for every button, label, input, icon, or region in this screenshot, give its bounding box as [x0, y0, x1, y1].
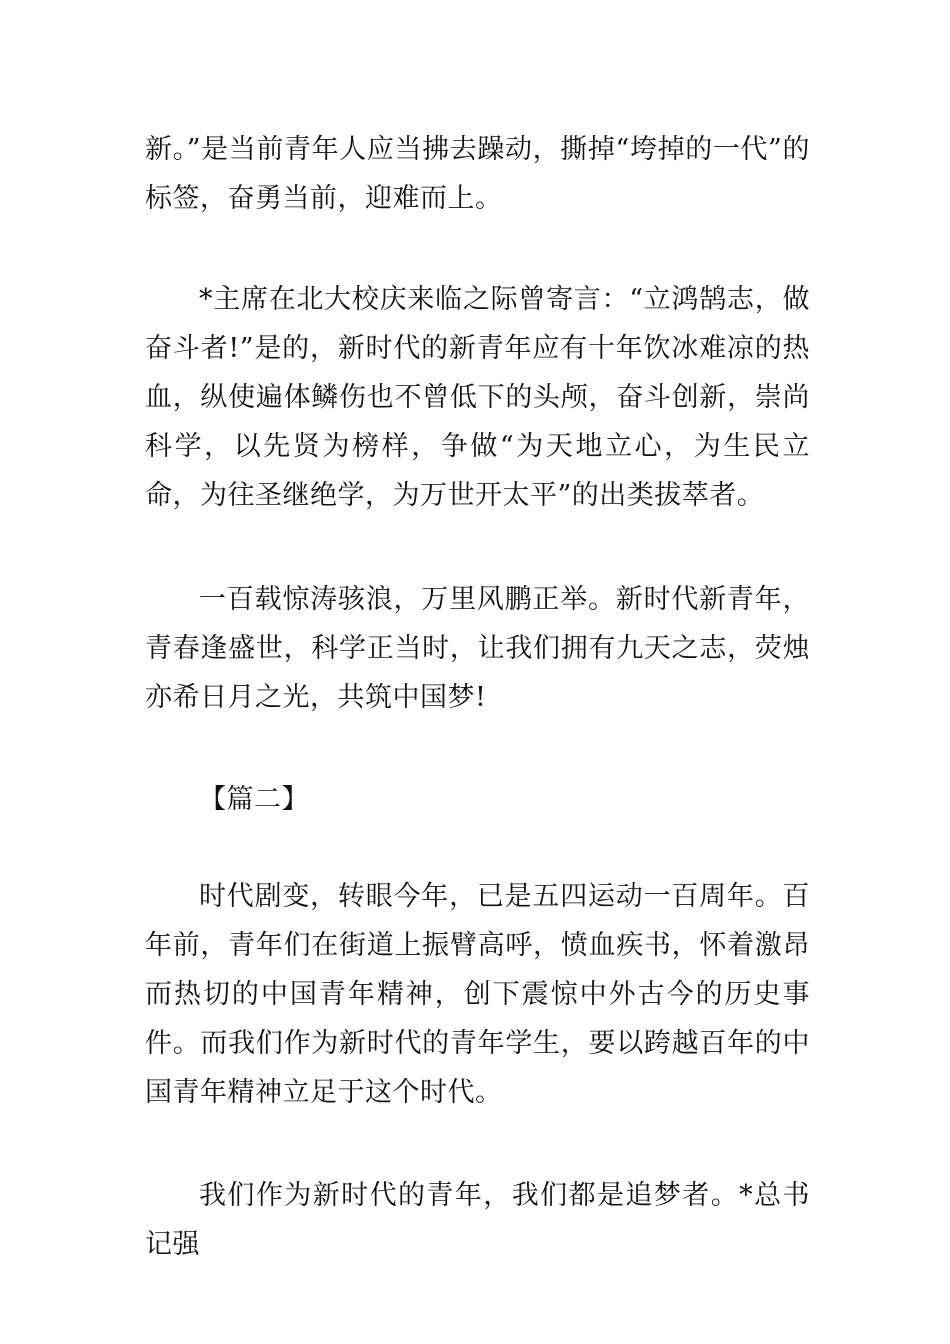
- paragraph-peking-university-message: *主席在北大校庆来临之际曾寄言：“立鸿鹄志，做奋斗者!”是的，新时代的新青年应有十年饮冰难凉的热血，纵使遍体鳞伤也不曾低下的头颅，奋斗创新，崇尚科学，以先贤为榜样，争做“为天地立心，为生民立命，为往圣继绝学，为万世开太平”的出类拔萃者。: [145, 284, 810, 511]
- paragraph-dream-chasers: 我们作为新时代的青年，我们都是追梦者。*总书记强: [145, 1180, 810, 1260]
- paragraph-may-fourth-movement: 时代剧变，转眼今年，已是五四运动一百周年。百年前，青年们在街道上振臂高呼，愤血疾书，怀着激昂而热切的中国青年精神，创下震惊中外古今的历史事件。而我们作为新时代的青年学生，要以跨越百年的中国青年精神立足于这个时代。: [145, 881, 810, 1108]
- paragraph-china-dream: 一百载惊涛骇浪，万里风鹏正举。新时代新青年，青春逢盛世，科学正当时，让我们拥有九天之志，荧烛亦希日月之光，共筑中国梦!: [145, 584, 810, 713]
- paragraph-continuation: 新。”是当前青年人应当拂去躁动，撕掉“垮掉的一代”的标签，奋勇当前，迎难而上。: [145, 134, 810, 214]
- section-heading-part-two: 【篇二】: [199, 784, 309, 815]
